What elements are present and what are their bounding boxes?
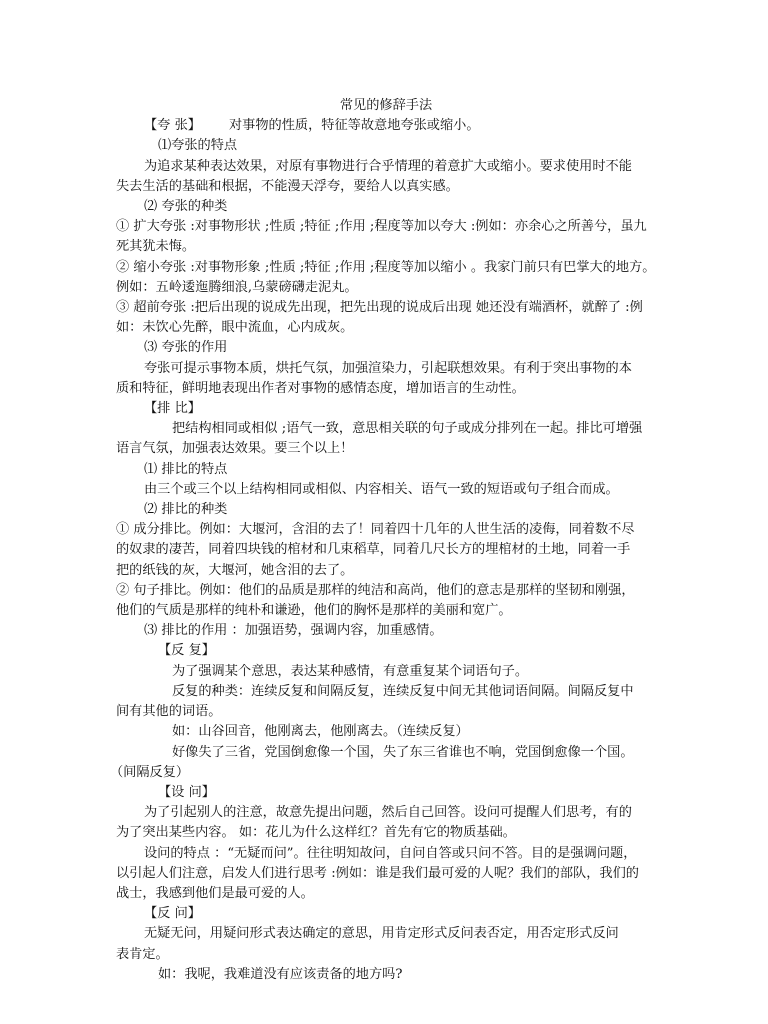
example-line: 好像失了三省，党国倒愈像一个国，失了东三省谁也不响，党国倒愈像一个国。 (172, 744, 634, 760)
section-heading-paibi: 【排 比】 (144, 401, 201, 417)
paragraph-line: 间有其他的词语。 (116, 704, 222, 720)
paragraph-line: 反复的种类：连续反复和间隔反复，连续反复中间无其他词语间隔。间隔反复中 (172, 683, 634, 699)
heading-kuazhang: 【夸 张】 (144, 118, 201, 134)
list-item-line: 的奴隶的凄苦，同着四块钱的棺材和几束稻草，同着几尺长方的埋棺材的土地，同着一手 (116, 542, 631, 558)
paragraph-line: 为了突出某些内容。 如：花儿为什么这样红？首先有它的物质基础。 (116, 825, 516, 841)
example-line: （间隔反复） (110, 764, 190, 780)
subheading: ⑶ 排比的作用 ：加强语势，强调内容，加重感情。 (144, 623, 443, 639)
paragraph-line: 表肯定。 (116, 946, 169, 962)
section-heading-fanfu: 【反 复】 (158, 643, 215, 659)
list-item-line: 死其犹未悔。 (116, 239, 196, 255)
paragraph-line: 设问的特点 ：“无疑而问”。往往明知故问，自问自答或只问不答。目的是强调问题， (144, 845, 637, 861)
section-heading-fanwen: 【反 问】 (144, 906, 201, 922)
paragraph-line: 为了强调某个意思，表达某种感情，有意重复某个词语句子。 (172, 663, 529, 679)
list-item-line: 把的纸钱的灰，大堰河，她含泪的去了。 (116, 562, 354, 578)
subheading: ⑴夸张的特点 (158, 138, 238, 154)
paragraph-line: 夸张可提示事物本质，烘托气氛，加强渲染力，引起联想效果。有利于突出事物的本 (144, 360, 632, 376)
page-title: 常见的修辞手法 (339, 98, 433, 113)
paragraph-line: 以引起人们注意，启发人们进行思考 :例如：谁是我们最可爱的人呢？我们的部队，我们的 (116, 865, 639, 881)
document-page (110, 96, 656, 985)
paragraph-line: 把结构相同或相似 ;语气一致，意思相关联的句子或成分排列在一起。排比可增强 (172, 421, 643, 437)
list-item-line: ② 缩小夸张 :对事物形象 ;性质 ;特征 ;作用 ;程度等加以缩小 。我家门前只有巴掌大的地方。 (116, 259, 656, 275)
list-item-line: 如：未饮心先醉，眼中流血，心内成灰。 (116, 320, 354, 336)
example-line: 如：我呢，我难道没有应该责备的地方吗? (158, 966, 403, 982)
subheading: ⑵ 排比的种类 (144, 502, 228, 518)
paragraph-line: 为了引起别人的注意，故意先提出问题，然后自己回答。设问可提醒人们思考，有的 (144, 805, 632, 821)
paragraph-line: 无疑无问，用疑问形式表达确定的意思，用肯定形式反问表否定，用否定形式反问 (144, 926, 619, 942)
subheading: ⑴ 排比的特点 (144, 461, 228, 477)
paragraph-line: 失去生活的基础和根据，不能漫天浮夸，要给人以真实感。 (116, 178, 459, 194)
list-item-line: ① 成分排比。例如：大堰河，含泪的去了！同着四十几年的人世生活的凌侮，同着数不尽 (116, 522, 635, 538)
subheading: ⑵ 夸张的种类 (144, 199, 228, 215)
section-heading-shewen: 【设 问】 (158, 784, 215, 800)
paragraph-line: 由三个或三个以上结构相同或相似、内容相关、语气一致的短语或句子组合而成。 (144, 481, 619, 497)
example-line: 如：山谷回音，他刚离去，他刚离去。（连续反复） (172, 724, 469, 740)
list-item-line: ② 句子排比。例如：他们的品质是那样的纯洁和高尚，他们的意志是那样的坚韧和刚强， (116, 582, 635, 598)
paragraph-line: 质和特征，鲜明地表现出作者对事物的感情态度，增加语言的生动性。 (116, 380, 525, 396)
subheading: ⑶ 夸张的作用 (144, 340, 228, 356)
paragraph-line: 战士，我感到他们是最可爱的人。 (116, 885, 314, 901)
paragraph-line: 语言气氛，加强表达效果。要三个以上！ (116, 441, 354, 457)
list-item-line: ① 扩大夸张 :对事物形状 ;性质 ;特征 ;作用 ;程度等加以夸大 :例如：亦余心之所善兮，虽九 (116, 219, 647, 235)
definition-kuazhang: 对事物的性质，特征等故意地夸张或缩小。 (228, 118, 480, 134)
list-item-line: 例如：五岭逶迤腾细浪,乌蒙磅礴走泥丸。 (116, 279, 358, 295)
paragraph-line: 为追求某种表达效果，对原有事物进行合乎情理的着意扩大或缩小。要求使用时不能 (144, 158, 632, 174)
list-item-line: ③ 超前夸张 :把后出现的说成先出现，把先出现的说成后出现 她还没有端酒杯，就醉了 :例 (116, 300, 643, 316)
section-heading-kuazhang (116, 116, 656, 136)
list-item-line: 他们的气质是那样的纯朴和谦逊，他们的胸怀是那样的美丽和宽广。 (116, 603, 512, 619)
